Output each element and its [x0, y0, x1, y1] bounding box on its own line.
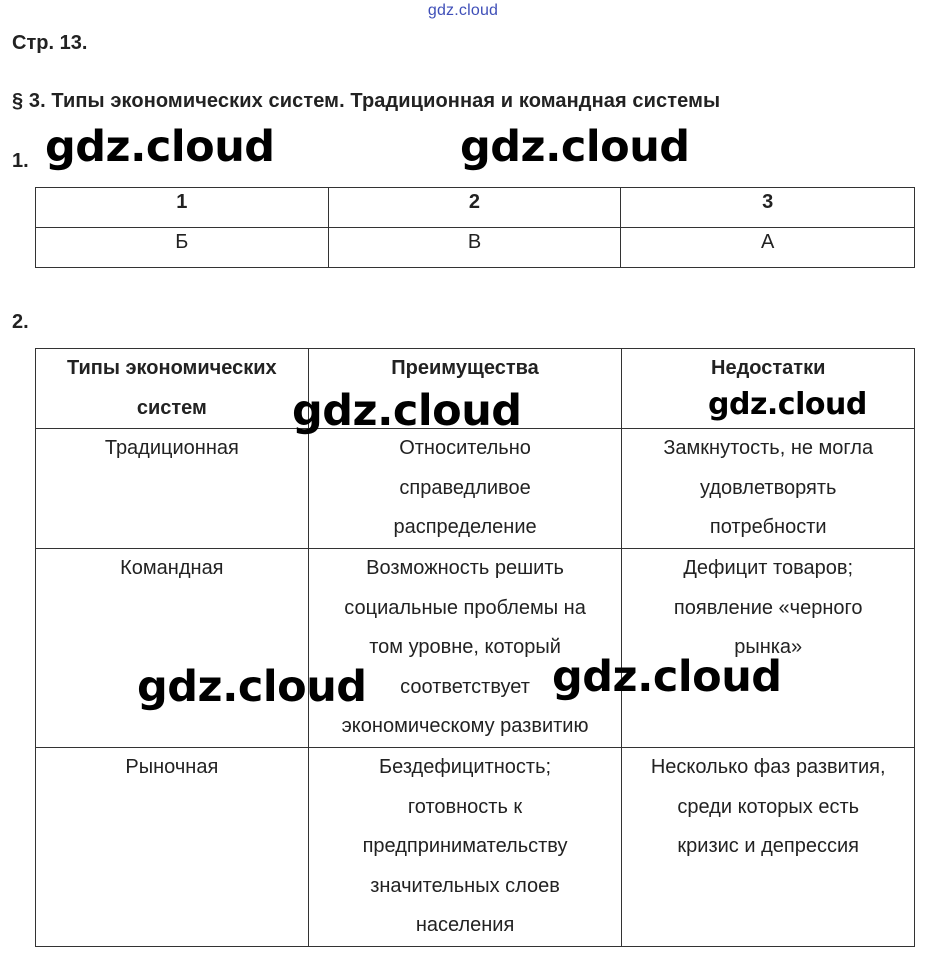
watermark-overlay: gdz.cloud [292, 386, 522, 436]
disadvantages-cell [622, 429, 915, 549]
task-1-answer-table [35, 187, 915, 268]
table-row [36, 429, 915, 549]
answer-cell: В [328, 228, 621, 268]
advantages-cell [308, 747, 622, 946]
top-watermark[interactable]: gdz.cloud [427, 2, 499, 19]
text-line: рынка» [734, 636, 803, 659]
table-row [36, 548, 915, 747]
header-line: Типы экономических [67, 357, 277, 379]
watermark-overlay: gdz.cloud [137, 662, 367, 712]
text-line: справедливое [399, 476, 531, 499]
header-cell-types [36, 349, 309, 429]
text-line: среди которых есть [677, 795, 860, 818]
task-2-number: 2. [12, 311, 29, 333]
text-line: распределение [393, 516, 537, 539]
header-cell-advantages: Преимущества [308, 349, 622, 429]
watermark-overlay: gdz.cloud [460, 122, 690, 172]
watermark-overlay: gdz.cloud [45, 122, 275, 172]
text-line: Несколько фаз развития, [650, 755, 886, 778]
table-header-cell: 3 [621, 188, 915, 228]
header-cell-disadvantages: Недостатки [622, 349, 915, 429]
text-line: Дефицит товаров; [683, 556, 854, 579]
answer-cell: А [621, 228, 915, 268]
text-line: значительных слоев [370, 874, 560, 897]
text-line: кризис и депрессия [677, 835, 859, 858]
advantages-cell [308, 548, 622, 747]
text-line: социальные проблемы на [344, 596, 586, 619]
disadvantages-cell [622, 548, 915, 747]
text-line: Относительно [399, 437, 531, 460]
page-reference: Стр. 13. [12, 32, 88, 54]
text-line: потребности [709, 516, 827, 539]
table-header-row [36, 188, 915, 228]
table-header-cell: 1 [36, 188, 329, 228]
text-line: населения [415, 914, 515, 937]
text-line: соответствует [400, 675, 530, 698]
answer-cell: Б [36, 228, 329, 268]
table-row [36, 228, 915, 268]
text-line: Замкнутость, не могла [663, 437, 874, 460]
text-line: Возможность решить [366, 556, 564, 579]
text-line: Бездефицитность; [379, 755, 552, 778]
table-row [36, 747, 915, 946]
table-header-cell: 2 [328, 188, 621, 228]
text-line: появление «черного [673, 596, 863, 619]
text-line: экономическому развитию [341, 715, 589, 738]
text-line: предпринимательству [362, 835, 568, 858]
text-line: удовлетворять [699, 476, 837, 499]
header-line: систем [136, 396, 207, 419]
task-2-economic-systems-table [35, 348, 915, 947]
text-line: готовность к [407, 795, 523, 818]
disadvantages-cell [622, 747, 915, 946]
watermark-overlay: gdz.cloud [708, 387, 867, 422]
section-heading: § 3. Типы экономических систем. Традиционная и командная системы [12, 90, 721, 112]
task-1-number: 1. [12, 150, 29, 172]
watermark-overlay: gdz.cloud [552, 652, 782, 702]
system-type-cell: Рыночная [36, 747, 309, 946]
system-type-cell: Командная [36, 548, 309, 747]
text-line: том уровне, который [369, 636, 561, 659]
system-type-cell: Традиционная [36, 429, 309, 549]
advantages-cell [308, 429, 622, 549]
